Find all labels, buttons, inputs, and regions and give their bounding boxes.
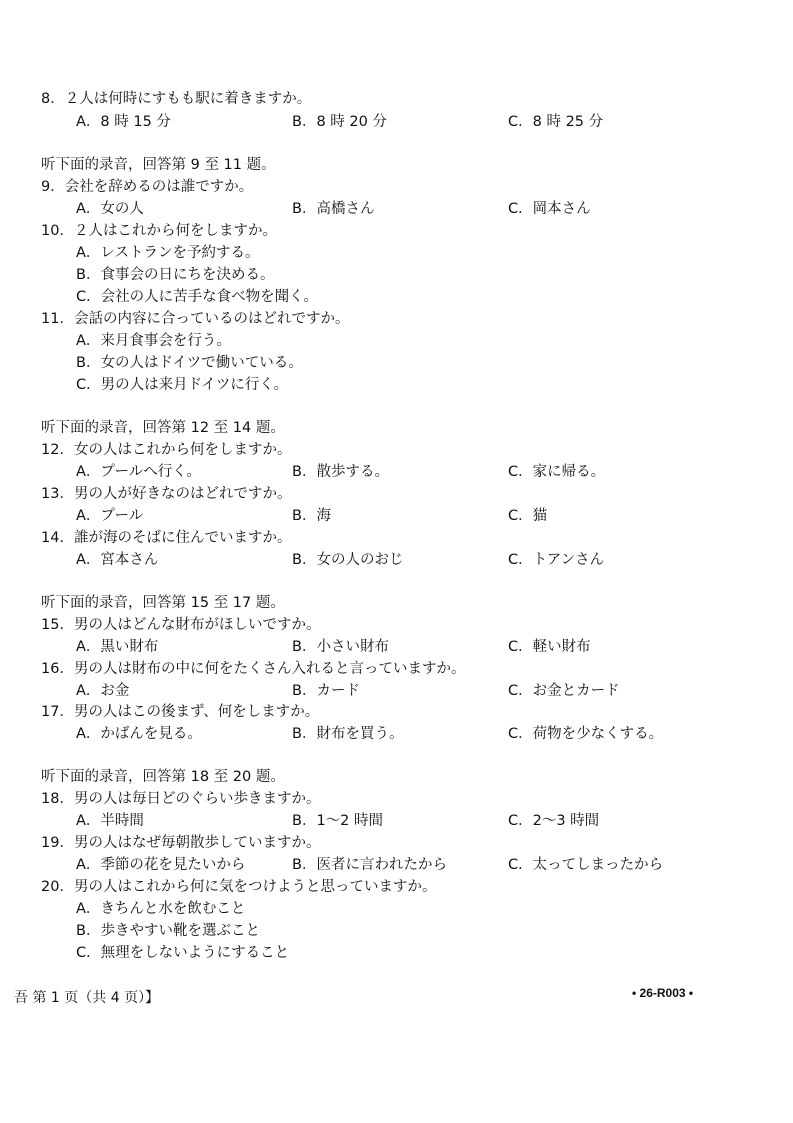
q17-option-b: B．財布を買う。 <box>292 726 404 742</box>
q10-option-c: C．会社の人に苦手な食べ物を聞く。 <box>76 289 318 305</box>
q13-option-c: C．猫 <box>508 508 548 524</box>
question-12: 12．女の人はこれから何をしますか。 <box>41 442 292 458</box>
question-20: 20．男の人はこれから何に気をつけようと思っていますか。 <box>41 879 437 895</box>
question-10: 10．２人はこれから何をしますか。 <box>41 223 277 239</box>
q10-option-a: A．レストランを予約する。 <box>76 245 260 261</box>
q12-option-b: B．散歩する。 <box>292 464 389 480</box>
document-code: • 26-R003 • <box>632 986 694 1000</box>
q11-option-c: C．男の人は来月ドイツに行く。 <box>76 377 289 393</box>
question-15: 15．男の人はどんな財布がほしいですか。 <box>41 617 321 633</box>
q13-option-b: B．海 <box>292 508 331 524</box>
q13-option-a: A．プール <box>76 508 144 524</box>
q8-option-c: C．8 時 25 分 <box>508 114 604 130</box>
q19-option-b: B．医者に言われたから <box>292 857 447 873</box>
q16-option-b: B．カード <box>292 683 360 699</box>
q12-option-c: C．家に帰る。 <box>508 464 606 480</box>
q20-option-b: B．歩きやすい靴を選ぶこと <box>76 923 260 939</box>
question-13: 13．男の人が好きなのはどれですか。 <box>41 486 292 502</box>
q18-option-c: C．2～3 時間 <box>508 813 600 829</box>
question-19: 19．男の人はなぜ毎朝散歩していますか。 <box>41 835 321 851</box>
question-9: 9．会社を辞めるのは誰ですか。 <box>41 179 254 195</box>
q16-option-c: C．お金とカード <box>508 683 620 699</box>
q9-option-c: C．岡本さん <box>508 201 591 217</box>
q15-option-b: B．小さい財布 <box>292 639 389 655</box>
question-11: 11．会話の内容に合っているのはどれですか。 <box>41 311 350 327</box>
q20-option-c: C．無理をしないようにすること <box>76 945 290 961</box>
q17-option-a: A．かばんを見る。 <box>76 726 202 742</box>
q10-option-b: B．食事会の日にちを決める。 <box>76 267 275 283</box>
q11-option-a: A．来月食事会を行う。 <box>76 333 231 349</box>
q18-option-b: B．1～2 時間 <box>292 813 384 829</box>
question-8: 8．２人は何時にすもも駅に着きますか。 <box>41 91 312 107</box>
q9-option-a: A．女の人 <box>76 201 144 217</box>
q16-option-a: A．お金 <box>76 683 130 699</box>
q9-option-b: B．高橋さん <box>292 201 375 217</box>
q19-option-a: A．季節の花を見たいから <box>76 857 246 873</box>
question-18: 18．男の人は毎日どのぐらい歩きますか。 <box>41 791 321 807</box>
q8-option-b: B．8 時 20 分 <box>292 114 387 130</box>
q12-option-a: A．プールへ行く。 <box>76 464 201 480</box>
section-instruction-18-20: 听下面的录音，回答第 18 至 20 题。 <box>41 769 285 785</box>
q20-option-a: A．きちんと水を飲むこと <box>76 901 246 917</box>
q15-option-c: C．軽い財布 <box>508 639 591 655</box>
question-17: 17．男の人はこの後まず、何をしますか。 <box>41 704 320 720</box>
section-instruction-9-11: 听下面的录音，回答第 9 至 11 题。 <box>41 157 276 173</box>
question-14: 14．誰が海のそばに住んでいますか。 <box>41 530 292 546</box>
page-number-footer: 吾 第 1 页（共 4 页）】 <box>14 990 160 1006</box>
q8-option-a: A．8 時 15 分 <box>76 114 171 130</box>
q14-option-b: B．女の人のおじ <box>292 552 404 568</box>
section-instruction-12-14: 听下面的录音，回答第 12 至 14 题。 <box>41 420 285 436</box>
q14-option-c: C．トアンさん <box>508 552 605 568</box>
q17-option-c: C．荷物を少なくする。 <box>508 726 664 742</box>
q15-option-a: A．黒い財布 <box>76 639 159 655</box>
question-16: 16．男の人は財布の中に何をたくさん入れると言っていますか。 <box>41 661 466 677</box>
q18-option-a: A．半時間 <box>76 813 144 829</box>
q19-option-c: C．太ってしまったから <box>508 857 664 873</box>
section-instruction-15-17: 听下面的录音，回答第 15 至 17 题。 <box>41 595 285 611</box>
q14-option-a: A．宮本さん <box>76 552 159 568</box>
q11-option-b: B．女の人はドイツで働いている。 <box>76 355 303 371</box>
